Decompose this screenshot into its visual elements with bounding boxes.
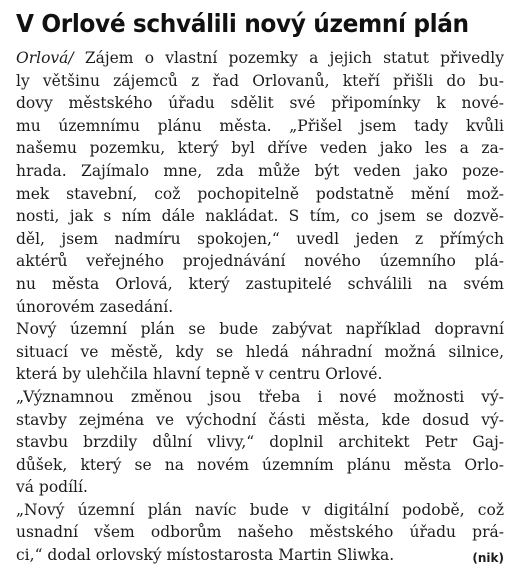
- article-line: našemu pozemku, který byl dříve veden jako les a za-: [16, 139, 504, 158]
- article-headline: V Orlové schválili nový územní plán: [16, 9, 469, 38]
- article-line: hrada. Zajímalo mne, zda může být veden jako poze-: [16, 161, 504, 180]
- article-line: „Nový územní plán navíc bude v digitální podobě, což: [16, 500, 504, 519]
- article-line-text: Zájem o vlastní pozemky a jejich statut přivedly: [73, 49, 504, 67]
- article-line: děl, jsem nadmíru spokojen,“ uvedl jeden z přímých: [16, 229, 504, 248]
- author-byline: (nik): [472, 551, 504, 566]
- article-line: mek stavební, což pochopitelně podstatně mění mož-: [16, 184, 504, 203]
- dateline: Orlová/: [16, 49, 74, 67]
- article-line: ly většinu zájemců z řad Orlovanů, kteří přišli do bu-: [16, 71, 504, 90]
- article-line: vá podílí.: [16, 478, 88, 497]
- article-line: stavbu brzdily důlní vlivy,“ doplnil architekt Petr Gaj-: [16, 433, 504, 452]
- article-line: aktérů veřejného projednávání nového územního plá-: [16, 252, 504, 271]
- article-line: nosti, jak s ním dále nakládat. S tím, co jsem se dozvě-: [16, 207, 504, 226]
- article-line: nu města Orlová, který zastupitelé schválili na svém: [16, 274, 504, 293]
- article-line: situací ve městě, kdy se hledá náhradní možná silnice,: [16, 342, 504, 361]
- article-line: usnadní všem odborům našeho městského úřadu prá-: [16, 523, 504, 542]
- article-final-row: [16, 544, 504, 567]
- article-line: dovy městského úřadu sdělit své připomínky k nové-: [16, 94, 504, 113]
- article-body: [16, 47, 504, 567]
- article-line: Nový územní plán se bude zabývat například dopravní: [16, 320, 504, 339]
- article-line: ci,“ dodal orlovský místostarosta Martin Sliwka.: [16, 546, 395, 565]
- article-line: [16, 47, 504, 70]
- article-line: důšek, který se na novém územním plánu města Orlo-: [16, 455, 504, 474]
- article-line: únorovém zasedání.: [16, 297, 174, 316]
- article-line: která by ulehčila hlavní tepně v centru Orlové.: [16, 365, 383, 384]
- article-line: stavby zejména ve východní části města, kde dosud vý-: [16, 410, 504, 429]
- article-line: mu územnímu plánu města. „Přišel jsem tady kvůli: [16, 116, 504, 135]
- article-line: „Významnou změnou jsou třeba i nové možnosti vý-: [16, 387, 504, 406]
